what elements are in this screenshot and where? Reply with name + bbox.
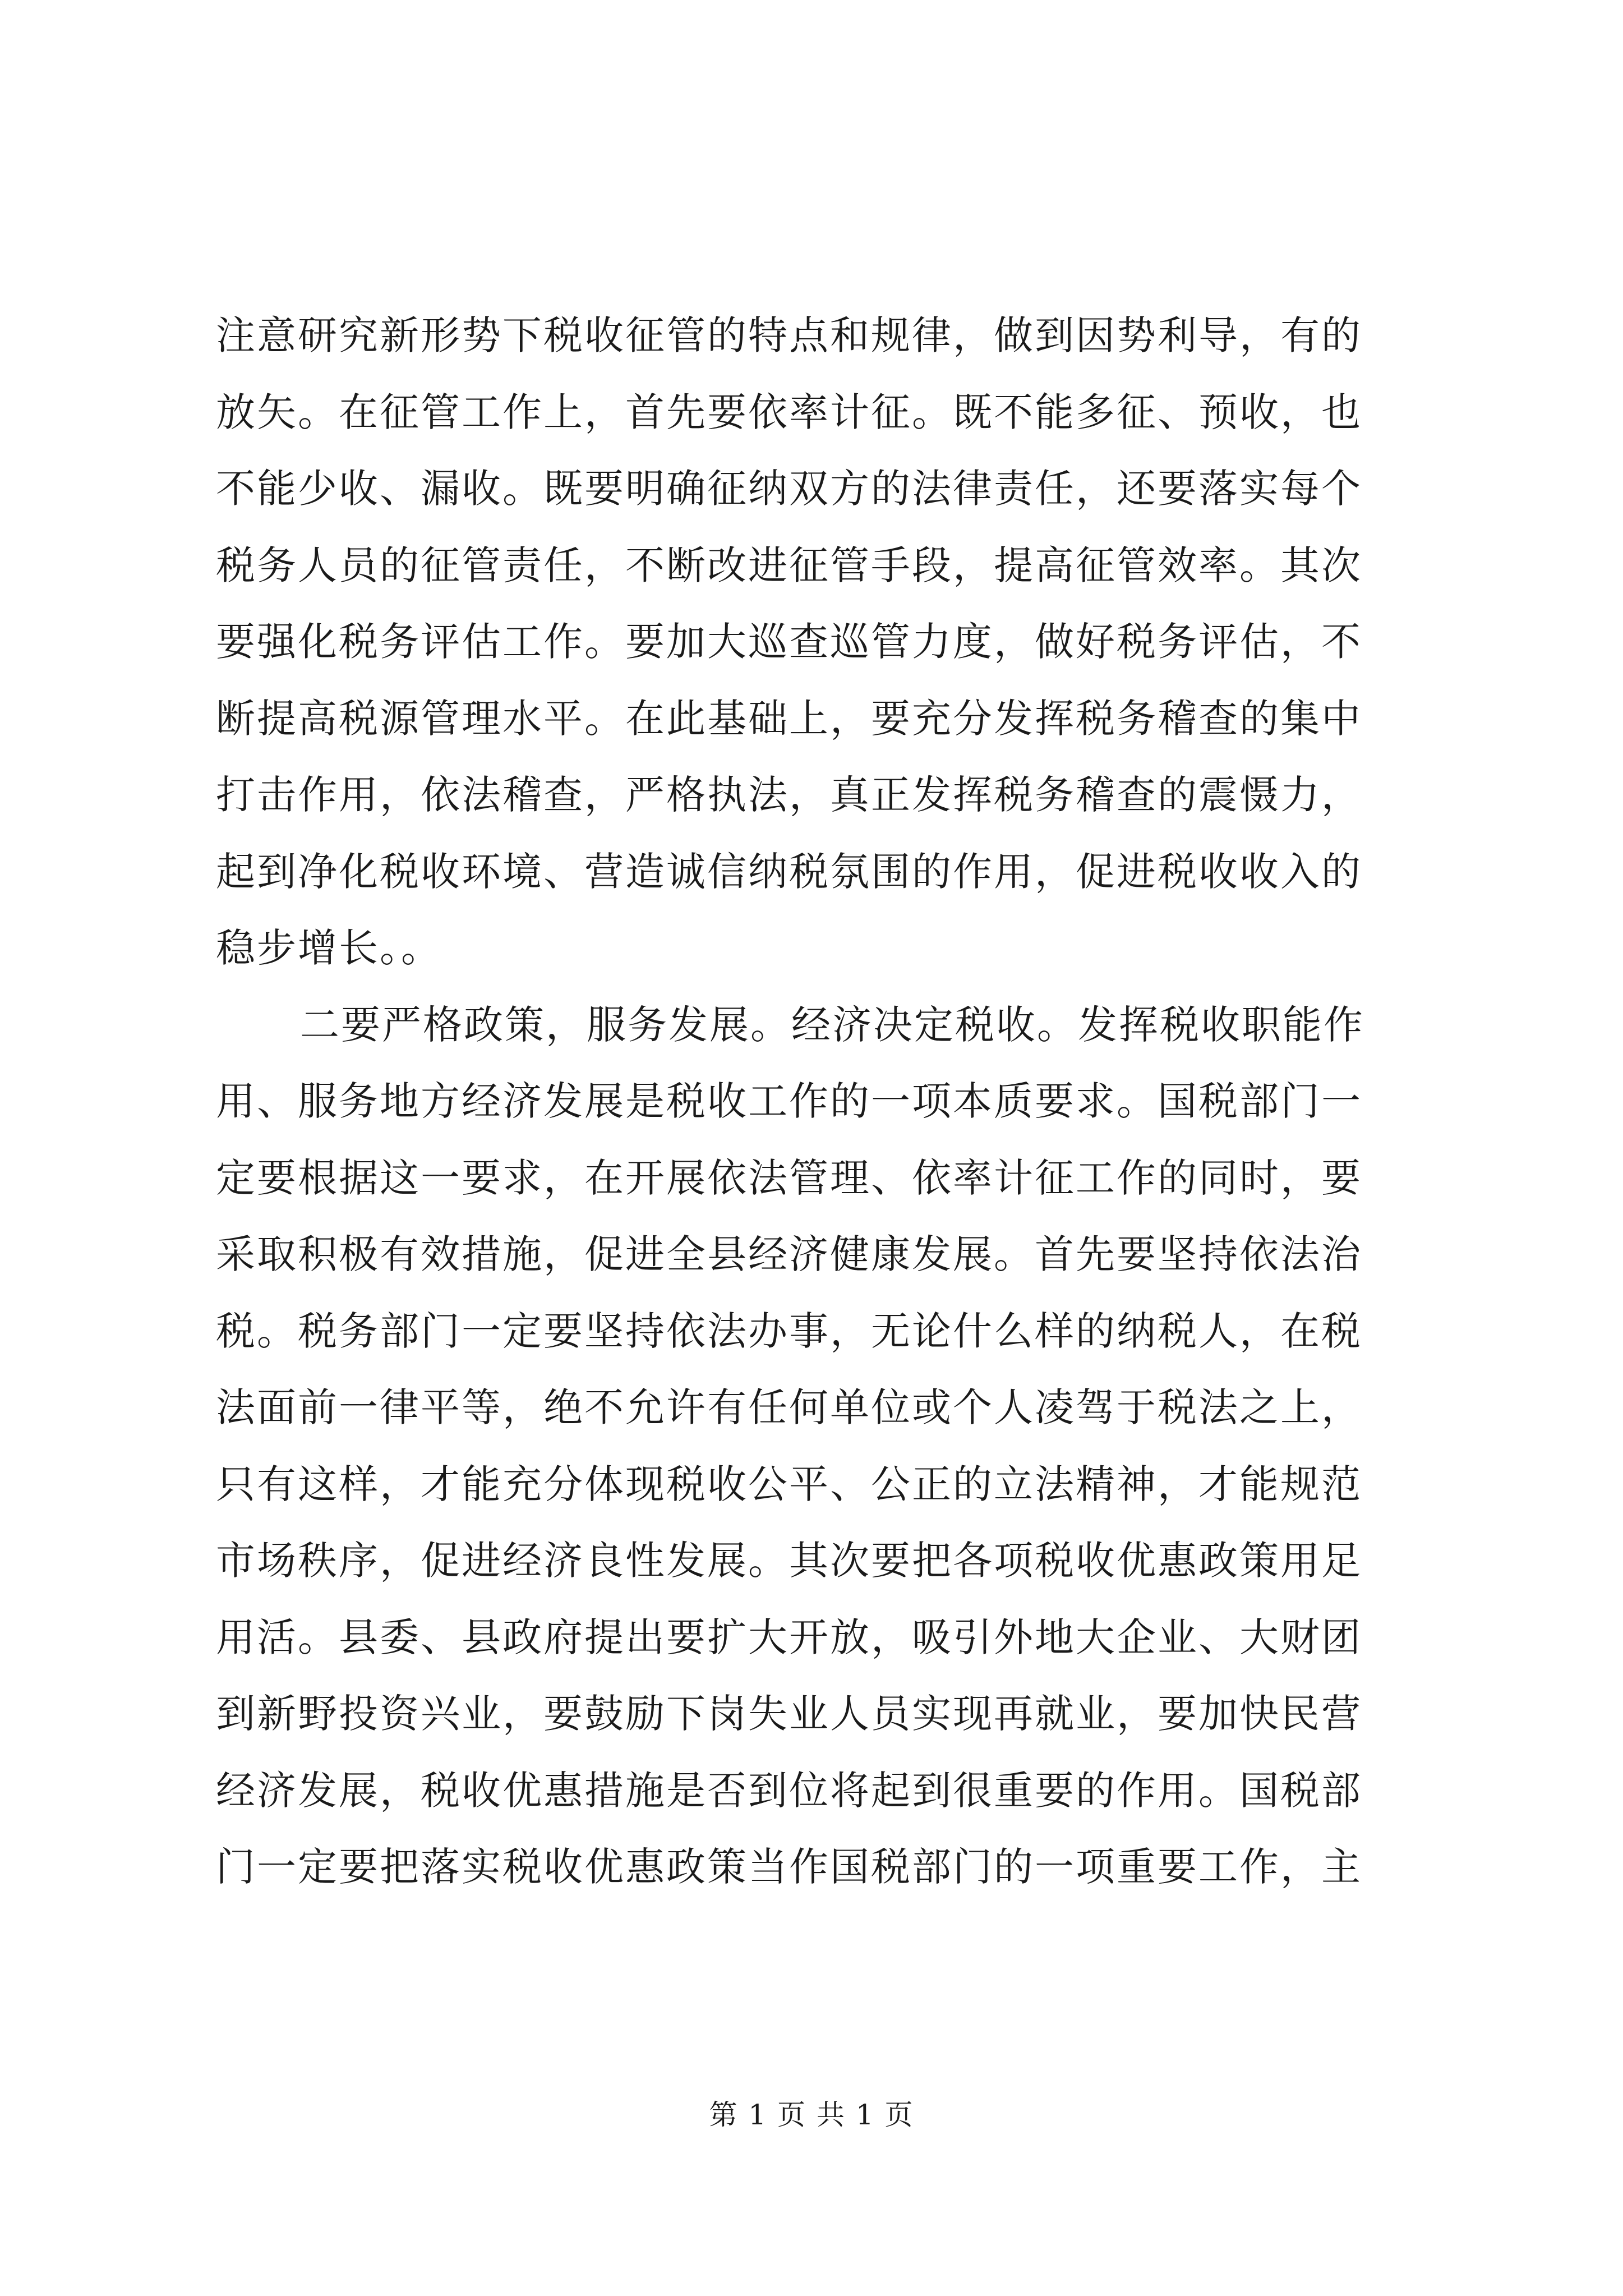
text-line: 要强化税务评估工作。要加大巡查巡管力度，做好税务评估，不 [216,619,1362,665]
text-line: 用活。县委、县政府提出要扩大开放，吸引外地大企业、大财团 [216,1614,1362,1660]
page-number-footer: 第 1 页 共 1 页 [709,2099,914,2131]
text-line: 打击作用，依法稽查，严格执法，真正发挥税务稽查的震慑力， [216,772,1362,818]
text-line: 采取积极有效措施，促进全县经济健康发展。首先要坚持依法治 [216,1231,1362,1277]
text-line: 放矢。在征管工作上，首先要依率计征。既不能多征、预收，也 [216,389,1362,435]
text-line: 税。税务部门一定要坚持依法办事，无论什么样的纳税人，在税 [216,1308,1362,1354]
text-line: 门一定要把落实税收优惠政策当作国税部门的一项重要工作，主 [216,1844,1362,1890]
text-line: 用、服务地方经济发展是税收工作的一项本质要求。国税部门一 [216,1078,1362,1124]
text-line: 定要根据这一要求，在开展依法管理、依率计征工作的同时，要 [216,1154,1362,1201]
text-line: 市场秩序，促进经济良性发展。其次要把各项税收优惠政策用足 [216,1538,1362,1584]
text-line: 税务人员的征管责任，不断改进征管手段，提高征管效率。其次 [216,542,1362,588]
document-body [216,297,1416,1906]
text-line: 稳步增长。。 [216,925,442,971]
text-line: 只有这样，才能充分体现税收公平、公正的立法精神，才能规范 [216,1461,1362,1507]
text-line: 法面前一律平等，绝不允许有任何单位或个人凌驾于税法之上， [216,1384,1362,1430]
text-line: 注意研究新形势下税收征管的特点和规律，做到因势利导，有的 [216,312,1362,358]
text-line: 起到净化税收环境、营造诚信纳税氛围的作用，促进税收收入的 [216,848,1362,895]
text-line: 不能少收、漏收。既要明确征纳双方的法律责任，还要落实每个 [216,466,1362,512]
paragraph-2 [216,987,1416,1906]
text-line: 到新野投资兴业，要鼓励下岗失业人员实现再就业，要加快民营 [216,1691,1362,1737]
text-line-indented: 二要严格政策，服务发展。经济决定税收。发挥税收职能作 [300,1001,1364,1048]
text-line: 经济发展，税收优惠措施是否到位将起到很重要的作用。国税部 [216,1767,1362,1814]
paragraph-1 [216,297,1416,987]
text-line: 断提高税源管理水平。在此基础上，要充分发挥税务稽查的集中 [216,695,1362,742]
